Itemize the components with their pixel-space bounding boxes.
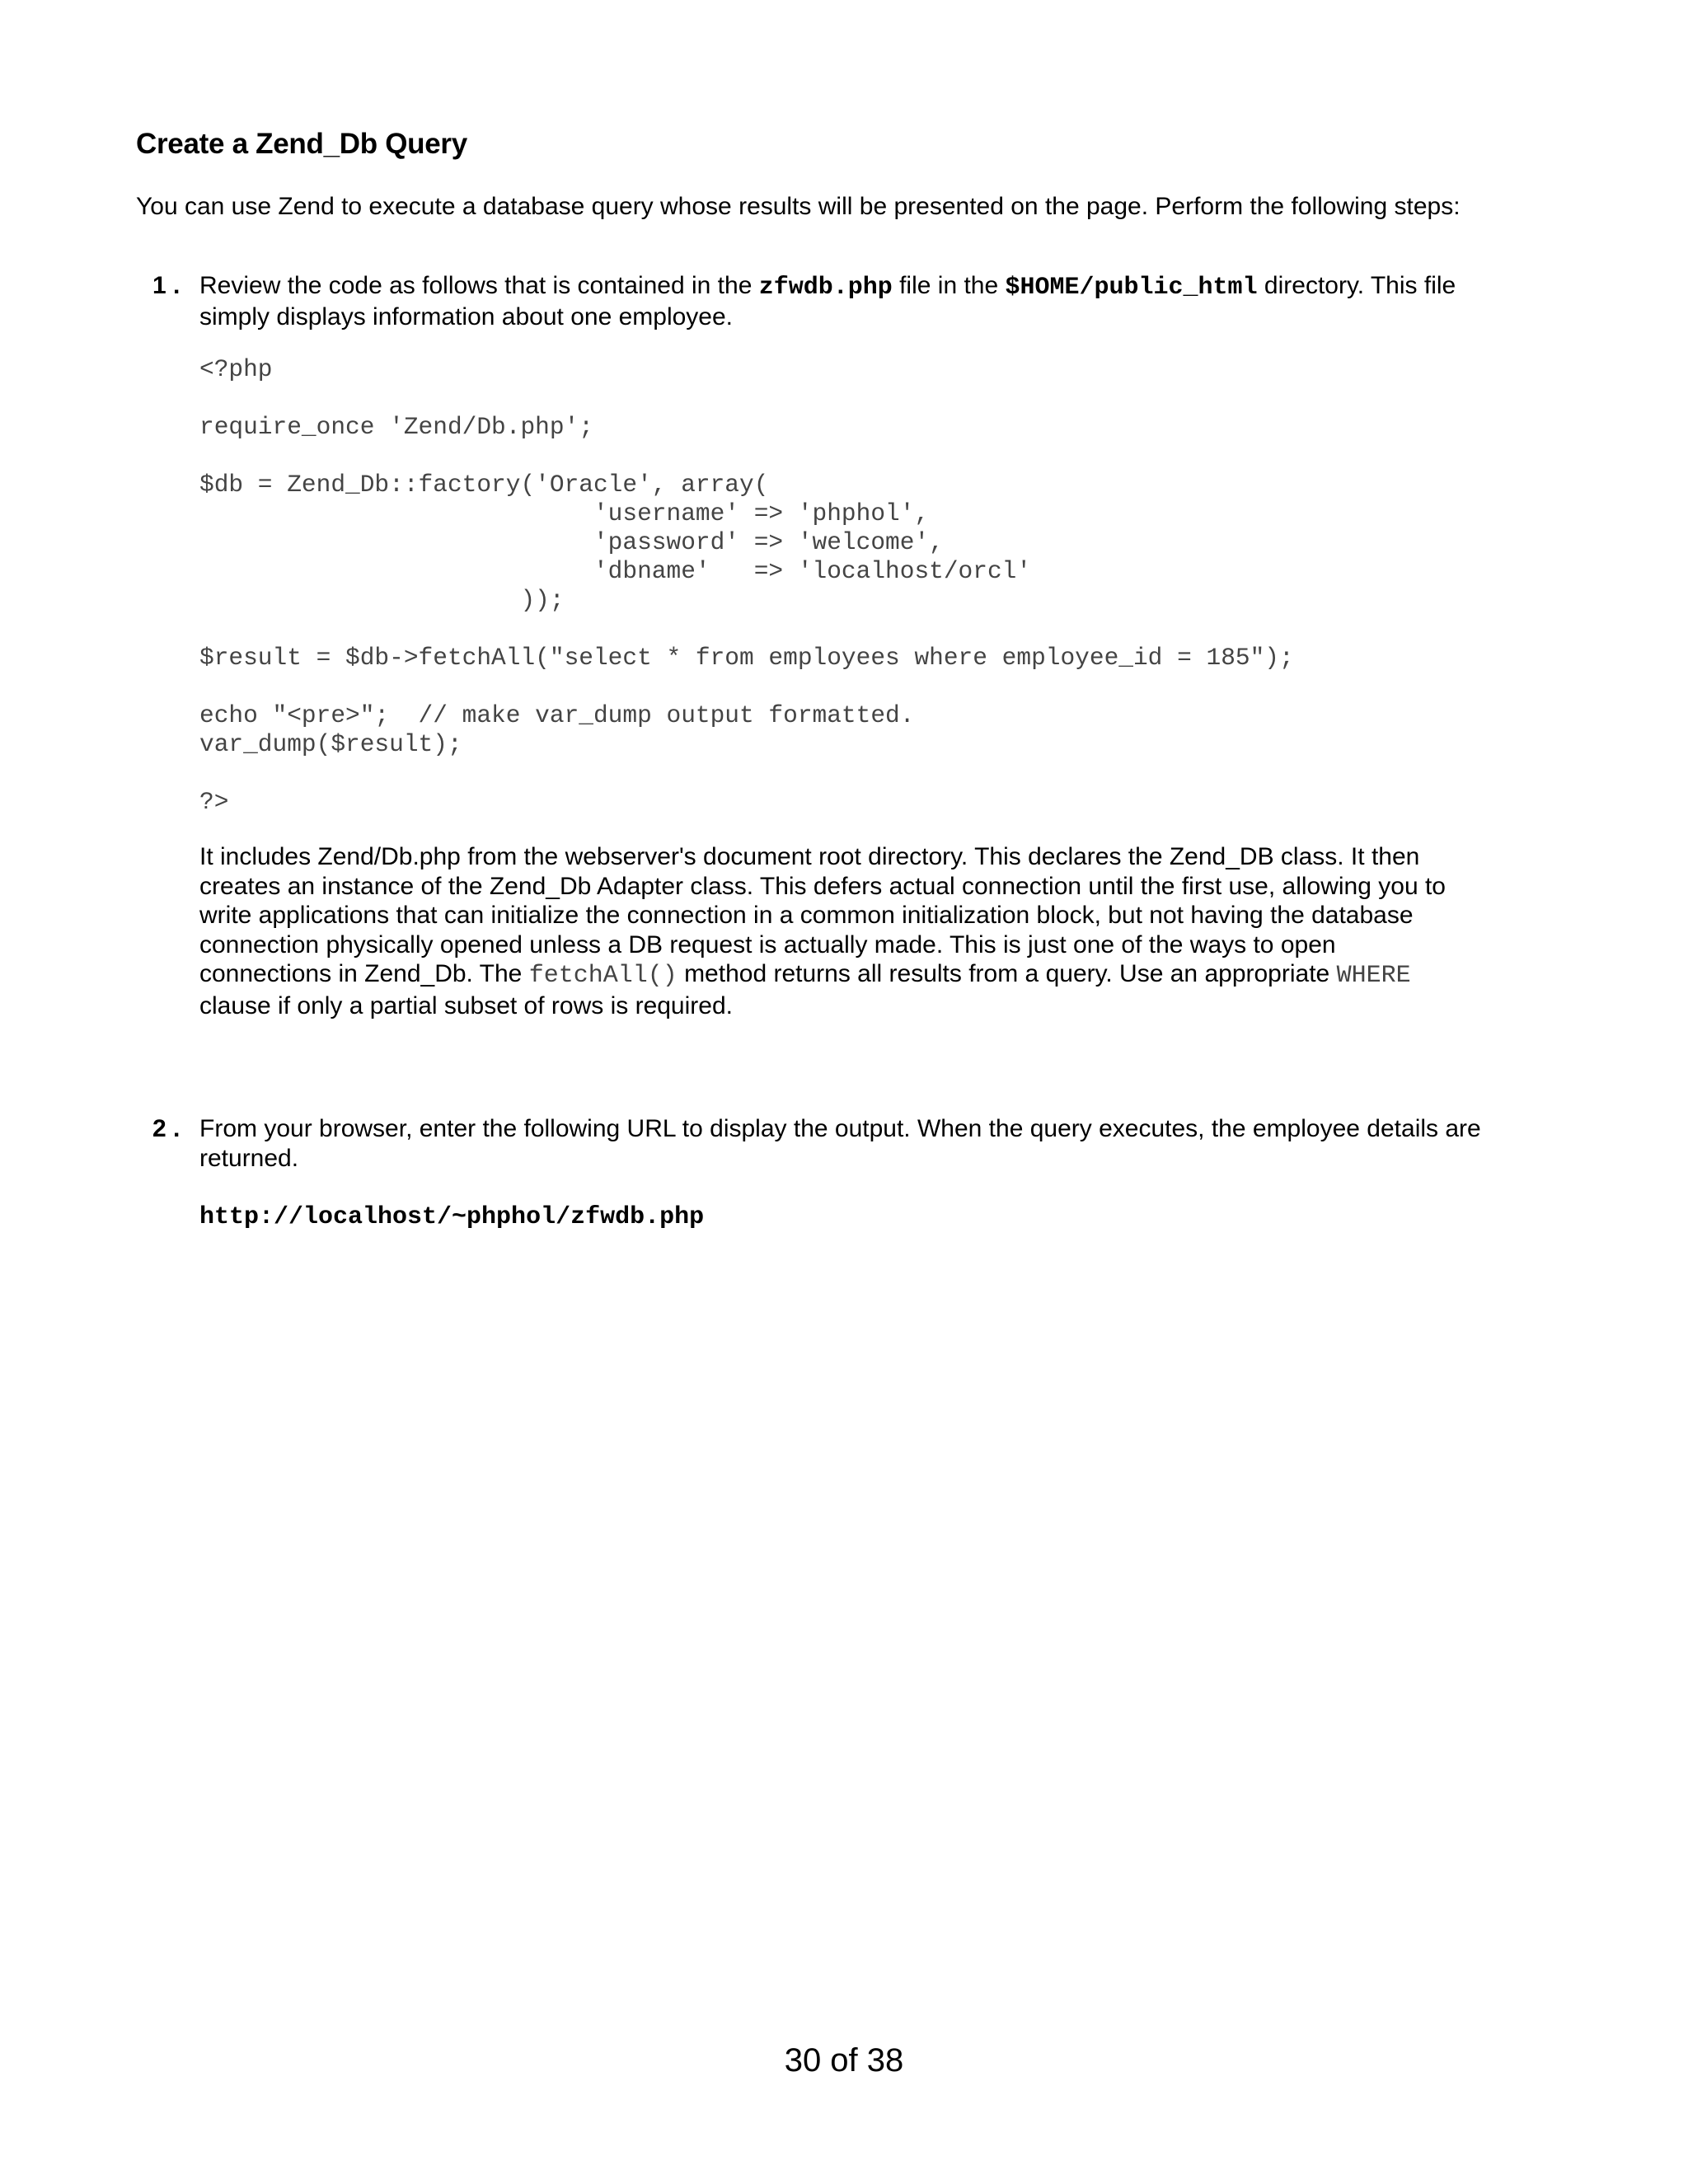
file-name: zfwdb.php xyxy=(758,274,893,302)
step-1-text xyxy=(199,271,1485,332)
directory-name: $HOME/public_html xyxy=(1005,274,1258,302)
where-keyword: WHERE xyxy=(1336,962,1411,990)
intro-paragraph: You can use Zend to execute a database query whose results will be presented on the page. Perform the following steps: xyxy=(136,193,1461,220)
page-title: Create a Zend_Db Query xyxy=(136,128,467,160)
explanation-part-1: It includes Zend/Db.php from the webserver's document root directory. This declares the Zend_DB class. It then creates an instance of the Zend_Db Adapter class. This defers actual connection until the first use, allowing you to write applications that can initialize the connection in a common initialization block, but not having the database connection physically opened unless a DB request is actually made. This is just one of the ways to open connections in Zend_Db. The xyxy=(199,843,1446,987)
explanation-part-2: method returns all results from a query. Use an appropriate xyxy=(677,960,1337,987)
explanation-part-3: clause if only a partial subset of rows is required. xyxy=(199,991,733,1019)
step-2-number: 2 . xyxy=(152,1115,181,1142)
step-1-text-b: file in the xyxy=(892,272,1006,299)
step-1-text-c: directory. This file simply displays information about one employee. xyxy=(199,272,1456,330)
url-text[interactable]: http://localhost/~phphol/zfwdb.php xyxy=(199,1203,705,1231)
fetchall-method: fetchAll() xyxy=(528,962,678,990)
step-2-text: From your browser, enter the following URL to display the output. When the query executes, the employee details are returned. xyxy=(199,1115,1481,1172)
page-number: 30 of 38 xyxy=(784,2042,904,2079)
explanation-paragraph xyxy=(199,842,1461,1020)
step-1-number: 1 . xyxy=(152,272,181,299)
step-1-text-a: Review the code as follows that is contained in the xyxy=(199,272,759,299)
code-block: <?php require_once 'Zend/Db.php'; $db = Zend_Db::factory('Oracle', array( 'username' => 'phphol', 'password' => 'welcome', 'dbname' => 'localhost/orcl' )); $result = $db->fetchAll("select * from employees where employee_id = 185"); echo "<pre>"; // make var_dump output formatted. var_dump($result); ?> xyxy=(199,355,1294,816)
